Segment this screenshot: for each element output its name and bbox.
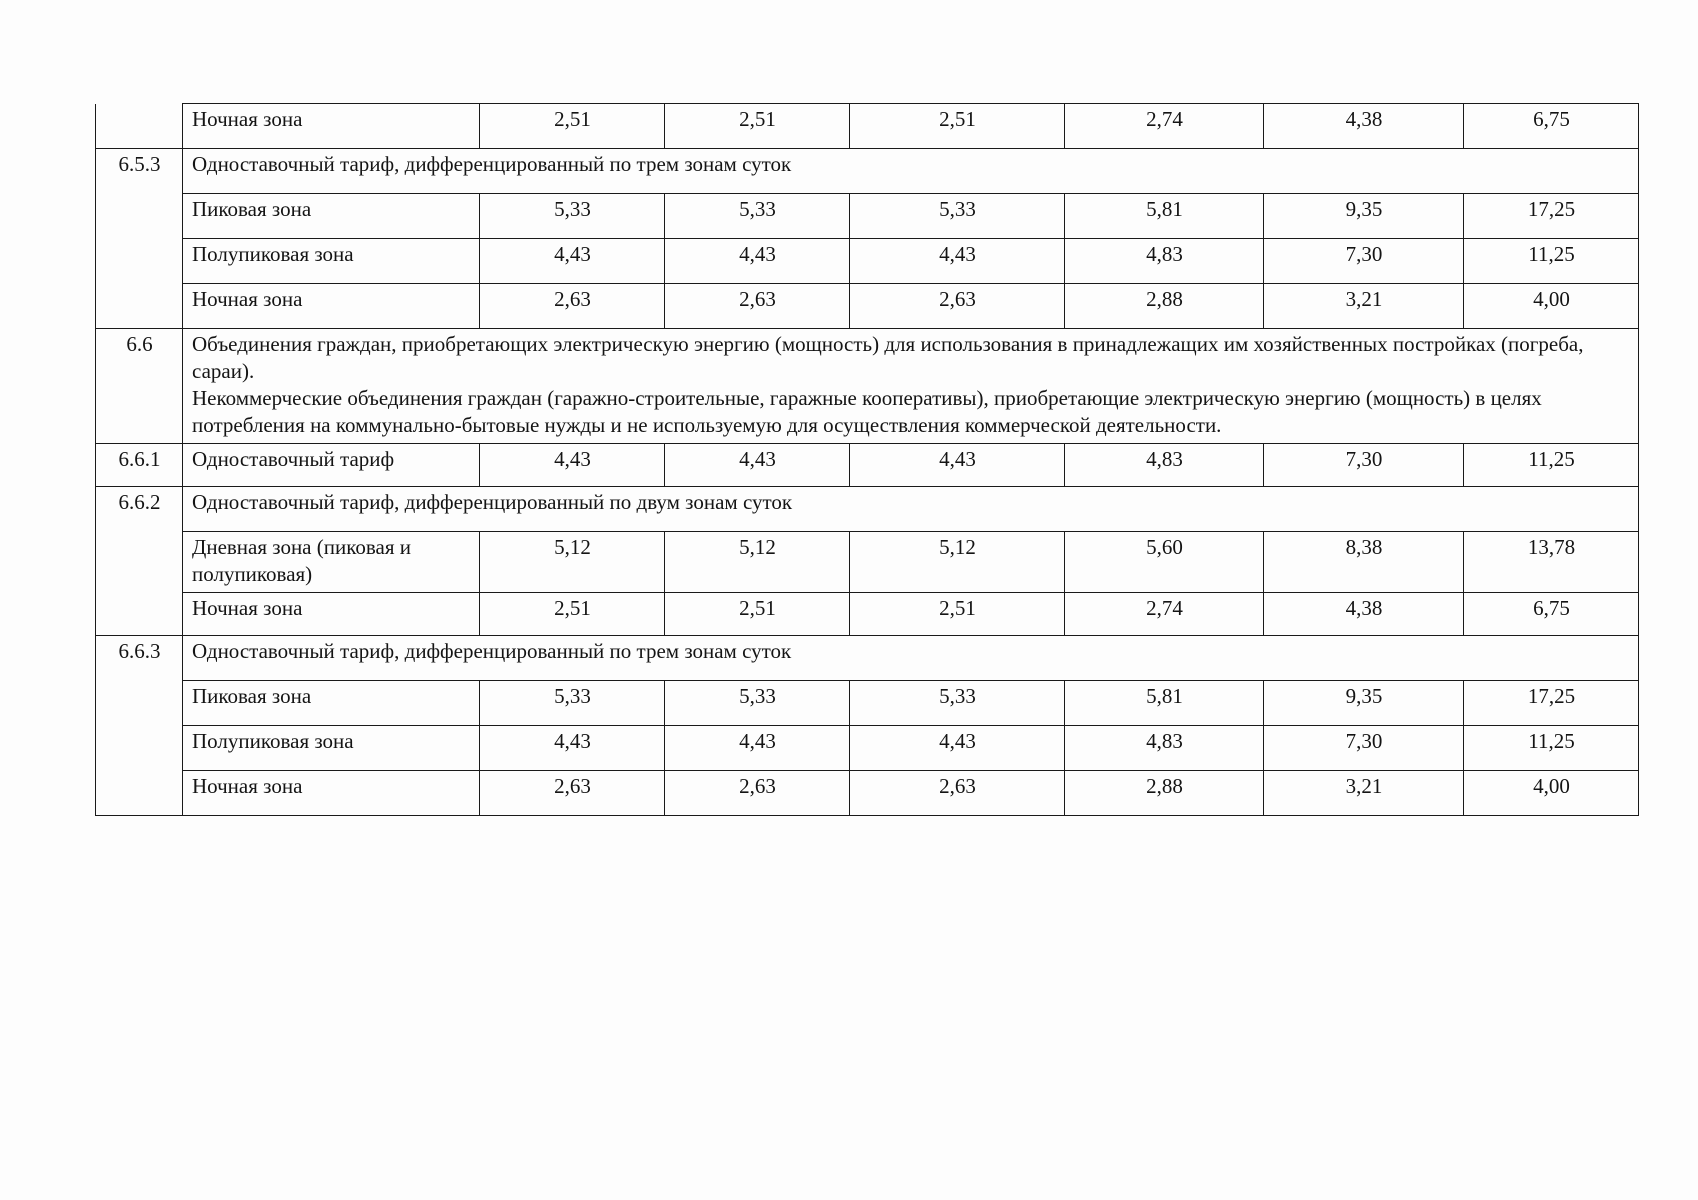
row-code (96, 532, 183, 593)
value-cell: 3,21 (1264, 771, 1464, 816)
value-cell: 6,75 (1464, 104, 1639, 149)
table-row (96, 239, 1639, 284)
value-cell: 2,63 (665, 771, 850, 816)
row-code (96, 194, 183, 239)
value-cell: 2,88 (1065, 284, 1264, 329)
row-code (96, 771, 183, 816)
value-cell: 5,12 (480, 532, 665, 593)
section-description (183, 329, 1639, 444)
value-cell: 9,35 (1264, 681, 1464, 726)
value-cell: 9,35 (1264, 194, 1464, 239)
value-cell: 3,21 (1264, 284, 1464, 329)
table-row (96, 194, 1639, 239)
value-cell: 5,60 (1065, 532, 1264, 593)
value-cell: 17,25 (1464, 681, 1639, 726)
table-row (96, 681, 1639, 726)
row-label: Ночная зона (183, 593, 480, 636)
row-code (96, 593, 183, 636)
table-row (96, 636, 1639, 681)
table-row (96, 444, 1639, 487)
section-label: Одноставочный тариф, дифференцированный по трем зонам суток (183, 149, 1639, 194)
value-cell: 4,43 (480, 444, 665, 487)
table-row (96, 104, 1639, 149)
value-cell: 2,63 (850, 284, 1065, 329)
value-cell: 5,12 (850, 532, 1065, 593)
table-row (96, 284, 1639, 329)
section-label: Одноставочный тариф, дифференцированный по трем зонам суток (183, 636, 1639, 681)
row-code: 6.6.2 (96, 487, 183, 532)
row-code (96, 284, 183, 329)
table-row (96, 532, 1639, 593)
value-cell: 5,12 (665, 532, 850, 593)
value-cell: 4,43 (480, 726, 665, 771)
row-label: Пиковая зона (183, 194, 480, 239)
section-label: Одноставочный тариф, дифференцированный по двум зонам суток (183, 487, 1639, 532)
row-label: Ночная зона (183, 104, 480, 149)
value-cell: 2,88 (1065, 771, 1264, 816)
value-cell: 5,33 (480, 681, 665, 726)
row-code: 6.6 (96, 329, 183, 444)
value-cell: 2,63 (850, 771, 1065, 816)
table-row (96, 771, 1639, 816)
row-code (96, 726, 183, 771)
value-cell: 2,74 (1065, 104, 1264, 149)
value-cell: 2,74 (1065, 593, 1264, 636)
value-cell: 2,51 (665, 593, 850, 636)
table-row (96, 487, 1639, 532)
value-cell: 7,30 (1264, 444, 1464, 487)
value-cell: 4,83 (1065, 239, 1264, 284)
tariff-table (95, 103, 1639, 816)
table-row (96, 149, 1639, 194)
row-label: Одноставочный тариф (183, 444, 480, 487)
value-cell: 11,25 (1464, 444, 1639, 487)
row-code (96, 104, 183, 149)
value-cell: 17,25 (1464, 194, 1639, 239)
value-cell: 2,51 (850, 593, 1065, 636)
description-paragraph: Некоммерческие объединения граждан (гаражно-строительные, гаражные кооперативы), приобретающие электрическую энергию (мощность) в целях потребления на коммунально-бытовые нужды и не используемую для осуществления коммерческой деятельности. (192, 386, 1542, 437)
row-label: Ночная зона (183, 771, 480, 816)
value-cell: 11,25 (1464, 239, 1639, 284)
value-cell: 5,33 (480, 194, 665, 239)
row-code (96, 239, 183, 284)
row-label: Полупиковая зона (183, 726, 480, 771)
value-cell: 2,63 (480, 284, 665, 329)
table-row (96, 593, 1639, 636)
table-row (96, 726, 1639, 771)
row-label: Ночная зона (183, 284, 480, 329)
value-cell: 4,43 (480, 239, 665, 284)
value-cell: 7,30 (1264, 726, 1464, 771)
value-cell: 2,51 (480, 593, 665, 636)
value-cell: 11,25 (1464, 726, 1639, 771)
value-cell: 4,43 (850, 239, 1065, 284)
value-cell: 5,33 (665, 681, 850, 726)
value-cell: 5,81 (1065, 681, 1264, 726)
description-paragraph: Объединения граждан, приобретающих электрическую энергию (мощность) для использования в принадлежащих им хозяйственных постройках (погреба, сараи). (192, 332, 1584, 383)
value-cell: 6,75 (1464, 593, 1639, 636)
value-cell: 7,30 (1264, 239, 1464, 284)
value-cell: 4,83 (1065, 726, 1264, 771)
value-cell: 4,83 (1065, 444, 1264, 487)
value-cell: 5,33 (665, 194, 850, 239)
row-label: Дневная зона (пиковая и полупиковая) (183, 532, 480, 593)
row-code: 6.6.3 (96, 636, 183, 681)
row-code (96, 681, 183, 726)
value-cell: 4,43 (850, 444, 1065, 487)
value-cell: 4,43 (665, 239, 850, 284)
row-code: 6.6.1 (96, 444, 183, 487)
table-row (96, 329, 1639, 444)
row-label: Полупиковая зона (183, 239, 480, 284)
value-cell: 4,43 (850, 726, 1065, 771)
value-cell: 2,51 (665, 104, 850, 149)
value-cell: 5,33 (850, 194, 1065, 239)
value-cell: 4,00 (1464, 771, 1639, 816)
value-cell: 13,78 (1464, 532, 1639, 593)
value-cell: 4,43 (665, 726, 850, 771)
value-cell: 2,51 (850, 104, 1065, 149)
row-code: 6.5.3 (96, 149, 183, 194)
value-cell: 5,81 (1065, 194, 1264, 239)
value-cell: 4,38 (1264, 104, 1464, 149)
value-cell: 8,38 (1264, 532, 1464, 593)
value-cell: 4,38 (1264, 593, 1464, 636)
value-cell: 5,33 (850, 681, 1065, 726)
value-cell: 2,63 (665, 284, 850, 329)
row-label: Пиковая зона (183, 681, 480, 726)
value-cell: 4,43 (665, 444, 850, 487)
value-cell: 2,51 (480, 104, 665, 149)
value-cell: 4,00 (1464, 284, 1639, 329)
value-cell: 2,63 (480, 771, 665, 816)
